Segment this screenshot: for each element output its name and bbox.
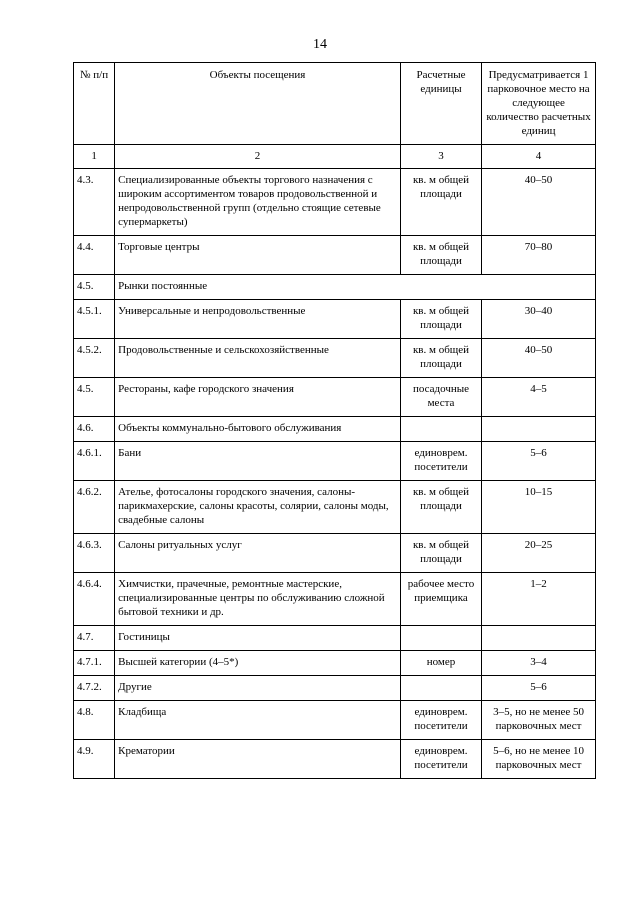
table-row (74, 481, 596, 534)
header-parking-ratio: Предусматривается 1 парковочное место на следующее количество расчетных единиц (482, 63, 596, 145)
row-unit (400, 676, 481, 701)
row-object: Гостиницы (115, 626, 401, 651)
row-value: 5–6, но не менее 10 парковочных мест (482, 740, 596, 779)
row-object: Высшей категории (4–5*) (115, 651, 401, 676)
table-row (74, 701, 596, 740)
table-row (74, 676, 596, 701)
row-number: 4.5.1. (74, 300, 115, 339)
header-objects: Объекты посещения (115, 63, 401, 145)
row-unit: кв. м общей площади (400, 236, 481, 275)
table-row (74, 626, 596, 651)
row-object: Химчистки, прачечные, ремонтные мастерские, специализированные центры по обслуживанию сложной бытовой техники и др. (115, 573, 401, 626)
page-number: 14 (313, 37, 327, 52)
row-number: 4.7.1. (74, 651, 115, 676)
row-value: 40–50 (482, 339, 596, 378)
row-unit: кв. м общей площади (400, 339, 481, 378)
row-unit: кв. м общей площади (400, 169, 481, 236)
row-value: 1–2 (482, 573, 596, 626)
row-number: 4.5. (74, 275, 115, 300)
row-value: 5–6 (482, 442, 596, 481)
row-unit: единоврем. посетители (400, 740, 481, 779)
table-row (74, 442, 596, 481)
row-unit: кв. м общей площади (400, 534, 481, 573)
table-row (74, 169, 596, 236)
row-number: 4.5. (74, 378, 115, 417)
row-number: 4.7. (74, 626, 115, 651)
row-unit: номер (400, 651, 481, 676)
row-value: 70–80 (482, 236, 596, 275)
table-row (74, 534, 596, 573)
row-object: Универсальные и непродовольственные (115, 300, 401, 339)
table-header-row (74, 63, 596, 145)
row-value: 10–15 (482, 481, 596, 534)
row-object: Бани (115, 442, 401, 481)
row-number: 4.9. (74, 740, 115, 779)
row-value (482, 626, 596, 651)
row-number: 4.3. (74, 169, 115, 236)
row-object: Специализированные объекты торгового назначения с широким ассортиментом товаров продовольственной и непродовольственной групп (отдельно стоящие сетевые супермаркеты) (115, 169, 401, 236)
column-index: 1 (74, 145, 115, 169)
row-number: 4.4. (74, 236, 115, 275)
row-value: 40–50 (482, 169, 596, 236)
table-row (74, 417, 596, 442)
row-number: 4.8. (74, 701, 115, 740)
row-unit: рабочее место приемщика (400, 573, 481, 626)
row-object: Объекты коммунально-бытового обслуживания (115, 417, 401, 442)
row-unit (400, 417, 481, 442)
row-unit: кв. м общей площади (400, 481, 481, 534)
row-number: 4.5.2. (74, 339, 115, 378)
row-number: 4.6.4. (74, 573, 115, 626)
row-object: Кладбища (115, 701, 401, 740)
row-unit: единоврем. посетители (400, 701, 481, 740)
row-number: 4.6.3. (74, 534, 115, 573)
table-row (74, 339, 596, 378)
row-unit: посадочные места (400, 378, 481, 417)
row-number: 4.6.1. (74, 442, 115, 481)
row-unit (400, 626, 481, 651)
row-object: Рынки постоянные (115, 275, 596, 300)
row-number: 4.6.2. (74, 481, 115, 534)
row-unit: единоврем. посетители (400, 442, 481, 481)
table-row (74, 300, 596, 339)
table-row (74, 275, 596, 300)
table-row (74, 651, 596, 676)
row-object: Салоны ритуальных услуг (115, 534, 401, 573)
column-index: 3 (400, 145, 481, 169)
row-object: Крематории (115, 740, 401, 779)
row-object: Продовольственные и сельскохозяйственные (115, 339, 401, 378)
row-number: 4.7.2. (74, 676, 115, 701)
row-object: Торговые центры (115, 236, 401, 275)
row-value: 5–6 (482, 676, 596, 701)
table-row (74, 236, 596, 275)
row-value: 4–5 (482, 378, 596, 417)
table-body (74, 169, 596, 779)
row-value: 3–5, но не менее 50 парковочных мест (482, 701, 596, 740)
column-index-row (74, 145, 596, 169)
row-value: 3–4 (482, 651, 596, 676)
row-value: 20–25 (482, 534, 596, 573)
header-units: Расчетные единицы (400, 63, 481, 145)
column-index: 4 (482, 145, 596, 169)
row-object: Ателье, фотосалоны городского значения, салоны-парикмахерские, салоны красоты, солярии, салоны моды, свадебные салоны (115, 481, 401, 534)
table-row (74, 573, 596, 626)
parking-norms-table (73, 62, 596, 779)
table-row (74, 740, 596, 779)
header-number: № п/п (74, 63, 115, 145)
table-row (74, 378, 596, 417)
row-object: Рестораны, кафе городского значения (115, 378, 401, 417)
column-index: 2 (115, 145, 401, 169)
row-unit: кв. м общей площади (400, 300, 481, 339)
row-number: 4.6. (74, 417, 115, 442)
row-value (482, 417, 596, 442)
row-object: Другие (115, 676, 401, 701)
row-value: 30–40 (482, 300, 596, 339)
